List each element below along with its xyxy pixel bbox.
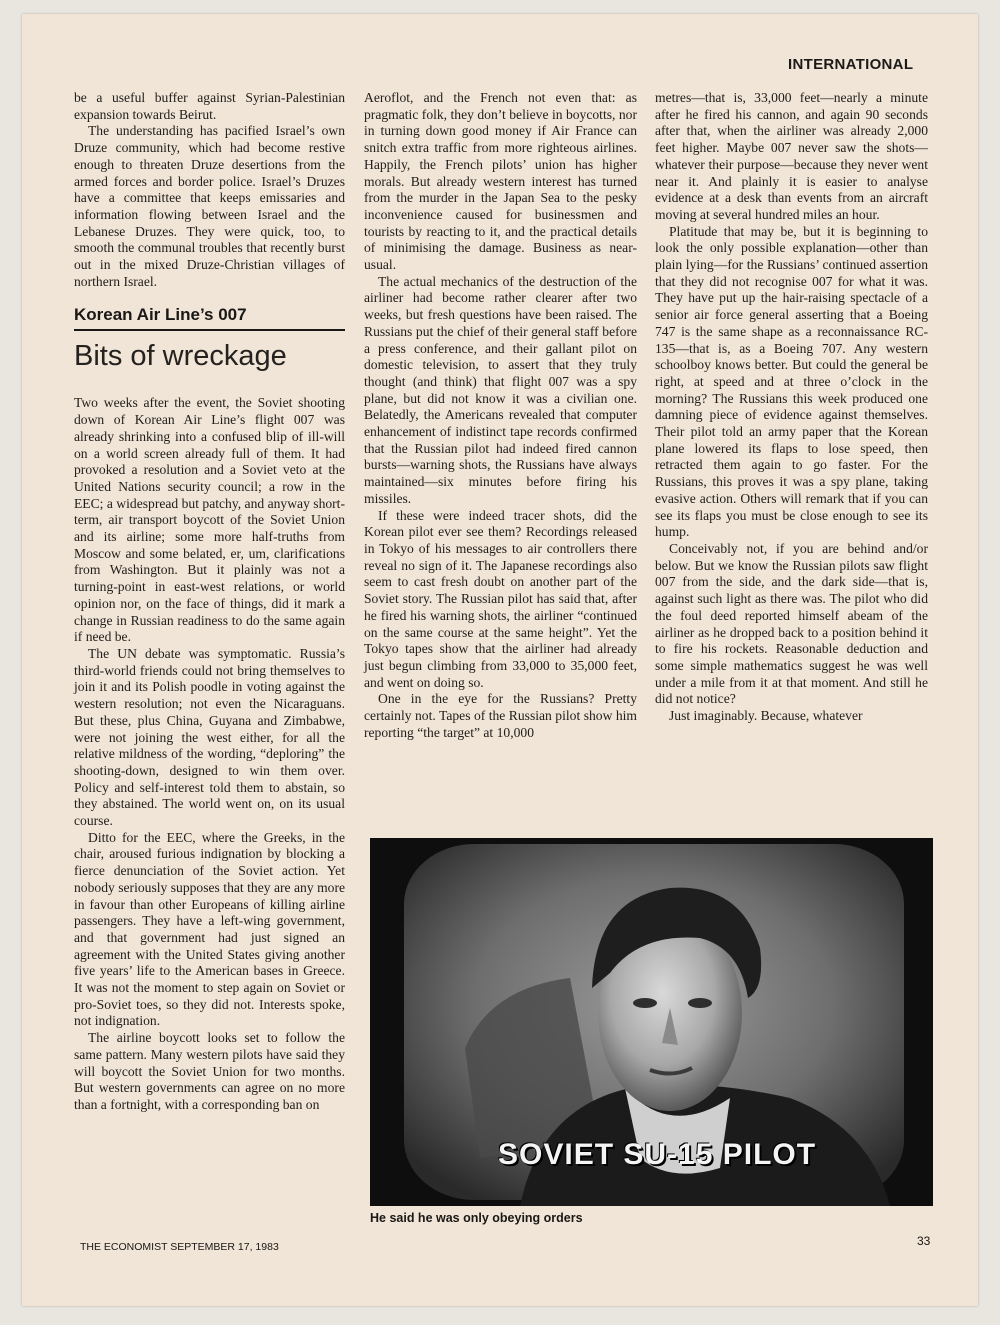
paragraph: The airline boycott looks set to follow the same pattern. Many western pilots have said they will boycott the Soviet Union for two months. But western governments can agree on no more than a fortnight, with a corresponding ban on (74, 1030, 345, 1112)
paragraph: Two weeks after the event, the Soviet shooting down of Korean Air Line’s flight 007 was already shrinking into a confused blip of ill-will on a world screen already full of them. It had provoked a resolution and a Soviet veto at the United Nations security council; a row in the EEC; a widespread but patchy, and anyway short-term, air transport boycott of the Soviet Union and its airline; some more half-truths from Moscow and some belated, er, um, clarifications from Washington. But it plainly was not a turning-point in east-west relations, or world opinion nor, on the face of things, did it mark a change in Russian readiness to do the same again if need be. (74, 395, 345, 645)
article-rubric: Korean Air Line’s 007 (74, 305, 345, 331)
paragraph: Platitude that may be, but it is beginning to look the only possible explanation—other than plain lying—for the Russians’ continued assertion that they did not recognise 007 for what it was. They have put up the hair-raising spectacle of a senior air force general asserting that a Boeing 747 is the same shape as a reconnaissance RC-135—that is, as a Boeing 707. Any western schoolboy knows better. But could the general be right, at speed and at three o’clock in the morning? The Russians this week produced one damning piece of evidence against themselves. Their pilot told an army paper that the Korean plane lowered its flaps to lose speed, then retracted them again to go faster. For the Russians, this proves it was a spy plane, taking evasive action. Others will remark that if you can see its flaps you must be close enough to see its hump. (655, 223, 928, 540)
paragraph: The understanding has pacified Israel’s own Druze community, which had become restive enough to threaten Druze desertions from the armed forces and border police. Israel’s Druzes have a committee that keeps emissaries and information flowing between Israel and the Lebanese Druzes. They were quick, too, to smooth the communal troubles that recently burst out in the mixed Druze-Christian villages of northern Israel. (74, 123, 345, 289)
paragraph: The actual mechanics of the destruction of the airliner had become rather clearer after two weeks, but fresh questions have been raised. The Russians put the chief of their general staff before a press conference, and their gallant pilot on domestic television, to assert that they truly thought (and think) that flight 007 was a spy plane, but did not know it was a civilian one. Belatedly, the Americans revealed that computer enhancement of indistinct tape records confirmed that the Russian pilot had indeed fired cannon bursts—warning shots, the Russians have always maintained—six minutes before firing his missiles. (364, 273, 637, 506)
page-number: 33 (917, 1234, 931, 1248)
paragraph: Aeroflot, and the French not even that: as pragmatic folk, they don’t believe in boycotts, nor in turning down good money if Air France can snitch extra traffic from more righteous airlines. Happily, the French pilots’ union has higher morals. But already western interest has turned from the murder in the Japan Sea to the pesky inconvenience caused for businessmen and tourists by reacting to it, and the practical details of minimising the damage. Business as near-usual. (364, 90, 637, 273)
paragraph: One in the eye for the Russians? Pretty certainly not. Tapes of the Russian pilot show him reporting “the target” at 10,000 (364, 691, 637, 740)
paragraph: If these were indeed tracer shots, did the Korean pilot ever see them? Recordings released in Tokyo of his messages to air controllers there reveal no sign of it. The Japanese recordings also seem to cast fresh doubt on another part of the Soviet story. The Russian pilot has said that, after he fired his warning shots, the airliner “continued on the same course at the same height”. Yet the Tokyo tapes show that the airliner had already just begun climbing from 33,000 to 35,000 feet, and went on doing so. (364, 507, 637, 690)
paragraph: Just imaginably. Because, whatever (669, 708, 863, 724)
column-3 (655, 90, 928, 725)
column-1 (74, 90, 345, 1114)
publication-footer: THE ECONOMIST SEPTEMBER 17, 1983 (80, 1241, 279, 1253)
section-label: INTERNATIONAL (788, 56, 914, 73)
paragraph: be a useful buffer against Syrian-Palestinian expansion towards Beirut. (74, 90, 345, 122)
paragraph: Conceivably not, if you are behind and/or below. But we know the Russian pilots saw flight 007 from the side, and the dark side—that is, against such light as there was. The pilot who did the foul deed reported himself abeam of the airliner as he dropped back to a position behind it to fire his rockets. Reasonable deduction and some simple mathematics suggest he was well under a mile from it at that moment. And still he did not notice? (655, 540, 928, 707)
paragraph: The UN debate was symptomatic. Russia’s third-world friends could not bring themselves to join it and its Polish poodle in voting against the western resolution; not even the Nicaraguans. But these, plus China, Guyana and Zimbabwe, were not joining the west either, for all the relative mildness of the wording, “deploring” the shooting-down, designed to win them over. Policy and self-interest told them to abstain, so they abstained. The world went on, on its usual course. (74, 645, 345, 829)
tv-overlay-text: SOVIET SU-15 PILOT (498, 1138, 817, 1171)
article-headline: Bits of wreckage (74, 340, 287, 373)
paragraph: metres—that is, 33,000 feet—nearly a minute after he fired his cannon, and again 90 seconds after that, when the airliner was already 2,000 feet higher. Maybe 007 never saw the shots—whatever their purpose—because they never went near it. And plainly it is easier to analyse evidence at a desk than events from an aircraft moving at several hundred miles an hour. (655, 90, 928, 222)
tv-screen-photo (370, 838, 933, 1206)
photo-caption: He said he was only obeying orders (370, 1211, 583, 1225)
column-2 (364, 90, 637, 741)
paragraph: Ditto for the EEC, where the Greeks, in the chair, aroused furious indignation by blocking a fierce denunciation of the Soviet action. Yet nobody seriously supposes that they are any more in favour than other Europeans of killing airline passengers. They have a left-wing government, and that government had just signed an agreement with the United States giving another five years’ life to the American bases in Greece. It was not the moment to step again on Soviet or pro-Soviet toes, so they did not. Interests spoke, not indignation. (74, 829, 345, 1029)
